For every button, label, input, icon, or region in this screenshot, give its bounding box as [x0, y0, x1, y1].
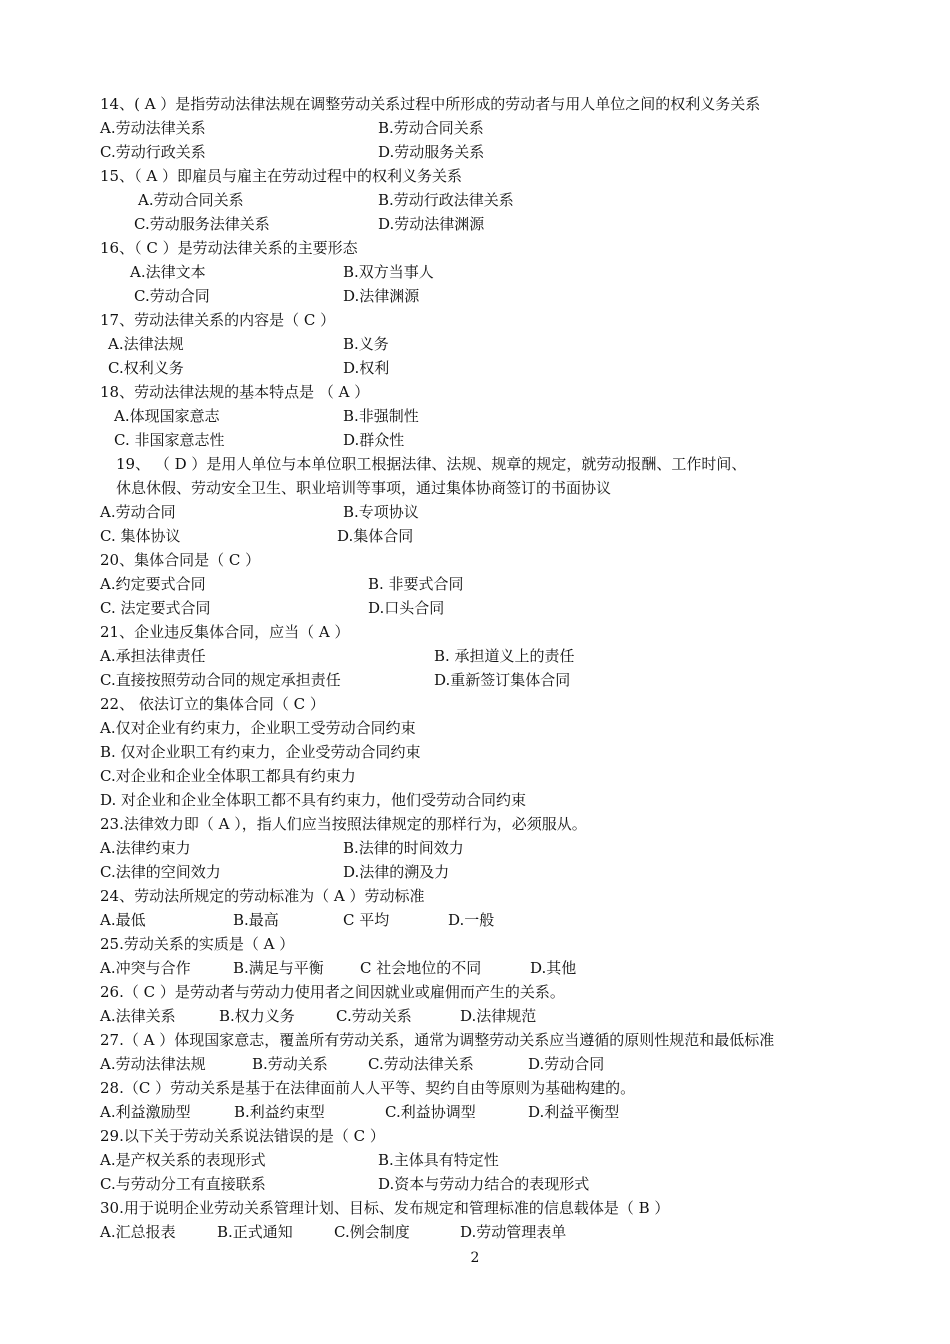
option-c: C.权利义务	[108, 359, 184, 377]
option-c: C.劳动关系	[336, 1007, 412, 1025]
page-number: 2	[470, 1250, 480, 1266]
option-a: A.承担法律责任	[100, 647, 206, 665]
option-c: C. 法定要式合同	[100, 599, 211, 617]
question-27: 27.（ A ）体现国家意志，覆盖所有劳动关系，通常为调整劳动关系应当遵循的原则性规范和最低标准	[100, 1031, 775, 1049]
option-c: C.法律的空间效力	[100, 863, 221, 881]
option-a: A.约定要式合同	[100, 575, 206, 593]
option-a: A.劳动合同	[100, 503, 176, 521]
option-a: A.劳动法律法规	[100, 1055, 206, 1073]
option-d: D.权利	[343, 359, 390, 377]
question-28: 28.（C ）劳动关系是基于在法律面前人人平等、契约自由等原则为基础构建的。	[100, 1079, 636, 1097]
option-b: B.专项协议	[343, 503, 419, 521]
option-c: C.例会制度	[334, 1223, 410, 1241]
option-a: A.利益激励型	[100, 1103, 191, 1121]
option-b: B.双方当事人	[343, 263, 434, 281]
question-19-continued: 休息休假、劳动安全卫生、职业培训等事项，通过集体协商签订的书面协议	[116, 479, 612, 497]
option-c: C.利益协调型	[385, 1103, 476, 1121]
option-b: B.正式通知	[217, 1223, 293, 1241]
option-c: C. 集体协议	[100, 527, 181, 545]
option-b: B.利益约束型	[234, 1103, 325, 1121]
option-a: A.法律法规	[108, 335, 184, 353]
option-b: B.劳动合同关系	[378, 119, 484, 137]
option-c: C.劳动法律关系	[368, 1055, 474, 1073]
option-d: D.劳动法律渊源	[378, 215, 485, 233]
option-d: D.劳动服务关系	[378, 143, 485, 161]
question-19: 19、 （ D ）是用人单位与本单位职工根据法律、法规、规章的规定，就劳动报酬、工作时间、	[116, 455, 747, 473]
option-a: A.最低	[100, 911, 146, 929]
option-c: C 社会地位的不同	[360, 959, 482, 977]
option-a: A.劳动合同关系	[138, 191, 244, 209]
option-d: D.其他	[530, 959, 577, 977]
option-b: B.劳动关系	[252, 1055, 328, 1073]
question-24: 24、劳动法所规定的劳动标准为（ A ）劳动标准	[100, 887, 425, 905]
option-d: D.法律的溯及力	[343, 863, 450, 881]
question-23: 23.法律效力即（ A ），指人们应当按照法律规定的那样行为，必须服从。	[100, 815, 587, 833]
option-b: B. 仅对企业职工有约束力，企业受劳动合同约束	[100, 743, 421, 761]
question-20: 20、集体合同是（ C ）	[100, 551, 261, 569]
option-a: A.汇总报表	[100, 1223, 176, 1241]
option-d: D.重新签订集体合同	[434, 671, 571, 689]
option-d: D.劳动合同	[528, 1055, 605, 1073]
option-a: A.冲突与合作	[100, 959, 191, 977]
question-18: 18、劳动法律法规的基本特点是 （ A ）	[100, 383, 370, 401]
option-a: A.仅对企业有约束力，企业职工受劳动合同约束	[100, 719, 416, 737]
option-c: C 平均	[343, 911, 390, 929]
option-b: B. 承担道义上的责任	[434, 647, 575, 665]
option-b: B.主体具有特定性	[378, 1151, 499, 1169]
option-d: D.集体合同	[337, 527, 414, 545]
option-b: B. 非要式合同	[368, 575, 464, 593]
question-21: 21、企业违反集体合同，应当（ A ）	[100, 623, 350, 641]
question-15: 15、（ A ）即雇员与雇主在劳动过程中的权利义务关系	[100, 167, 462, 185]
question-16: 16、（ C ）是劳动法律关系的主要形态	[100, 239, 358, 257]
option-a: A.劳动法律关系	[100, 119, 206, 137]
question-25: 25.劳动关系的实质是（ A ）	[100, 935, 295, 953]
option-b: B.满足与平衡	[233, 959, 324, 977]
option-d: D.一般	[448, 911, 495, 929]
question-29: 29.以下关于劳动关系说法错误的是（ C ）	[100, 1127, 385, 1145]
option-d: D.劳动管理表单	[460, 1223, 567, 1241]
option-c: C.劳动合同	[134, 287, 210, 305]
option-d: D.法律规范	[460, 1007, 537, 1025]
option-a: A.法律约束力	[100, 839, 191, 857]
option-c: C.直接按照劳动合同的规定承担责任	[100, 671, 341, 689]
question-26: 26.（ C ）是劳动者与劳动力使用者之间因就业或雇佣而产生的关系。	[100, 983, 565, 1001]
option-b: B.非强制性	[343, 407, 419, 425]
option-a: A.法律文本	[130, 263, 206, 281]
option-b: B.法律的时间效力	[343, 839, 464, 857]
option-d: D.利益平衡型	[528, 1103, 620, 1121]
option-a: A.法律关系	[100, 1007, 176, 1025]
option-c: C.对企业和企业全体职工都具有约束力	[100, 767, 356, 785]
option-b: B.权力义务	[219, 1007, 295, 1025]
option-d: D.群众性	[343, 431, 405, 449]
option-c: C.劳动服务法律关系	[134, 215, 270, 233]
option-c: C.与劳动分工有直接联系	[100, 1175, 266, 1193]
option-c: C.劳动行政关系	[100, 143, 206, 161]
option-a: A.体现国家意志	[114, 407, 220, 425]
option-b: B.义务	[343, 335, 389, 353]
option-a: A.是产权关系的表现形式	[100, 1151, 266, 1169]
question-14: 14、( A ）是指劳动法律法规在调整劳动关系过程中所形成的劳动者与用人单位之间的权利义务关系	[100, 95, 761, 113]
question-17: 17、劳动法律关系的内容是（ C ）	[100, 311, 336, 329]
question-30: 30.用于说明企业劳动关系管理计划、目标、发布规定和管理标准的信息载体是（ B ）	[100, 1199, 670, 1217]
option-d: D.口头合同	[368, 599, 445, 617]
option-b: B.最高	[233, 911, 279, 929]
option-d: D.法律渊源	[343, 287, 420, 305]
option-b: B.劳动行政法律关系	[378, 191, 514, 209]
option-d: D. 对企业和企业全体职工都不具有约束力，他们受劳动合同约束	[100, 791, 527, 809]
option-c: C. 非国家意志性	[114, 431, 225, 449]
option-d: D.资本与劳动力结合的表现形式	[378, 1175, 590, 1193]
question-22: 22、 依法订立的集体合同（ C ）	[100, 695, 325, 713]
